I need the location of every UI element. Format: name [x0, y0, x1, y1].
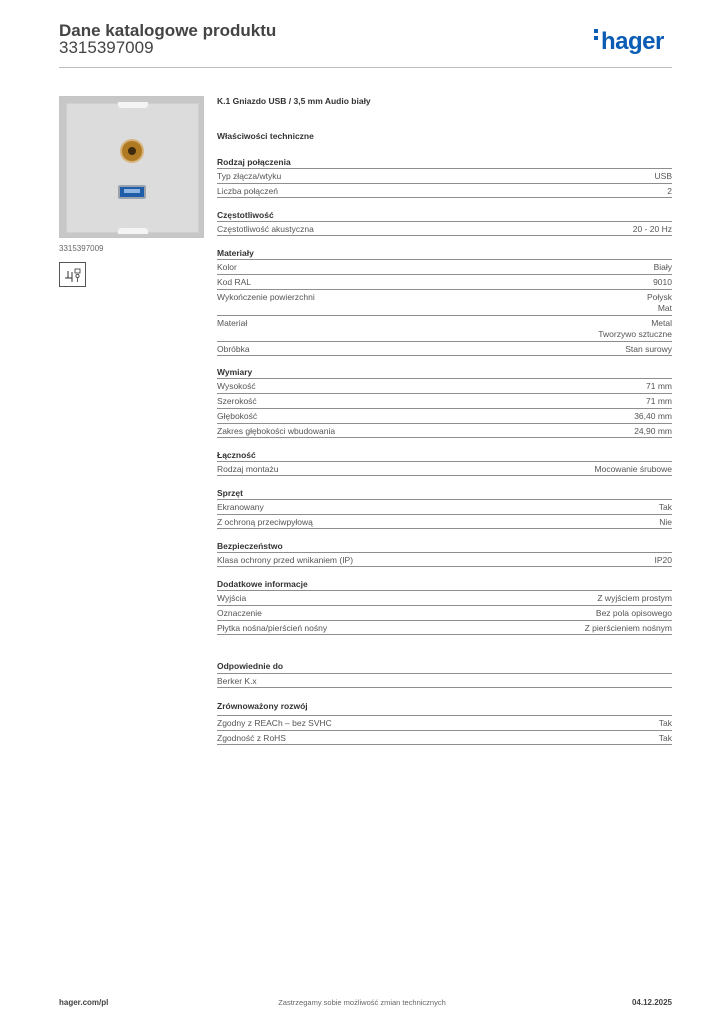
spec-row — [217, 221, 672, 236]
spec-value: 71 mm — [646, 381, 672, 391]
spec-value: 24,90 mm — [634, 426, 672, 436]
spec-value: Tak — [658, 718, 672, 728]
section-title: Zrównoważony rozwój — [217, 701, 308, 711]
spec-row — [217, 274, 672, 289]
photo-caption: 3315397009 — [59, 244, 104, 253]
product-code: 3315397009 — [59, 38, 154, 57]
spec-value: Bez pola opisowego — [595, 608, 672, 618]
spec-row — [217, 315, 672, 341]
spec-value: Tak — [658, 733, 672, 743]
spec-row — [217, 499, 672, 514]
section-title: Materiały — [217, 248, 254, 258]
spec-value: Z pierścieniem nośnym — [584, 623, 672, 633]
spec-label: Zakres głębokości wbudowania — [217, 426, 336, 436]
spec-label: Zgodny z REACh – bez SVHC — [217, 718, 332, 728]
spec-row — [217, 289, 672, 315]
usb-port-icon — [118, 185, 146, 199]
spec-label: Płytka nośna/pierścień nośny — [217, 623, 328, 633]
spec-value: Stan surowy — [625, 344, 672, 354]
spec-value: Tak — [658, 502, 672, 512]
spec-value: USB — [654, 171, 672, 181]
spec-row — [217, 605, 672, 620]
spec-row — [217, 423, 672, 438]
spec-row — [217, 393, 672, 408]
spec-value: Mocowanie śrubowe — [594, 464, 672, 474]
plate-notch-bottom — [118, 228, 148, 234]
spec-row — [217, 514, 672, 529]
spec-row — [217, 461, 672, 476]
section-title: Wymiary — [217, 367, 253, 377]
hager-logo — [594, 28, 664, 56]
footer-date: 04.12.2025 — [631, 998, 672, 1007]
spec-value-secondary: Mat — [657, 303, 672, 313]
spec-label: Głębokość — [217, 411, 258, 421]
spec-label: Z ochroną przeciwpyłową — [217, 517, 313, 527]
spec-value: IP20 — [654, 555, 672, 565]
spec-row — [217, 341, 672, 356]
spec-value: 71 mm — [646, 396, 672, 406]
page-title: Dane katalogowe produktu — [59, 21, 277, 40]
spec-label: Liczba połączeń — [217, 186, 278, 196]
spec-row — [217, 552, 672, 567]
product-image — [59, 96, 204, 238]
spec-row — [217, 730, 672, 745]
spec-row — [217, 590, 672, 605]
logo-dots-icon — [594, 29, 599, 43]
spec-row — [217, 168, 672, 183]
spec-label: Typ złącza/wtyku — [217, 171, 282, 181]
plate-notch-top — [118, 102, 148, 108]
spec-value: 20 - 20 Hz — [632, 224, 672, 234]
spec-label: Materiał — [217, 318, 248, 328]
spec-value-secondary: Tworzywo sztuczne — [598, 329, 672, 339]
section-title: Częstotliwość — [217, 210, 274, 220]
spec-row — [217, 183, 672, 198]
logo-text: hager — [601, 28, 664, 55]
spec-value: Z wyjściem prostym — [597, 593, 672, 603]
spec-label: Wykończenie powierzchni — [217, 292, 315, 302]
spec-row — [217, 715, 672, 730]
footer-disclaimer: Zastrzegamy sobie możliwość zmian technicznych — [278, 998, 446, 1007]
spec-label: Obróbka — [217, 344, 250, 354]
section-title: Rodzaj połączenia — [217, 157, 291, 167]
wiring-symbol-icon — [59, 262, 86, 287]
header-divider — [59, 67, 672, 68]
spec-label: Kod RAL — [217, 277, 252, 287]
spec-label: Zgodność z RoHS — [217, 733, 286, 743]
spec-value: 9010 — [653, 277, 672, 287]
spec-label: Rodzaj montażu — [217, 464, 279, 474]
spec-row — [217, 408, 672, 423]
spec-value: Metal — [651, 318, 672, 328]
spec-label: Wysokość — [217, 381, 256, 391]
spec-label: Oznaczenie — [217, 608, 262, 618]
product-name: K.1 Gniazdo USB / 3,5 mm Audio biały — [217, 96, 371, 106]
socket-plate — [66, 103, 199, 233]
spec-label: Berker K.x — [217, 676, 257, 686]
technical-properties-heading: Właściwości techniczne — [217, 131, 314, 141]
spec-label: Szerokość — [217, 396, 257, 406]
spec-row — [217, 620, 672, 635]
spec-label: Wyjścia — [217, 593, 247, 603]
spec-label: Ekranowany — [217, 502, 264, 512]
section-title: Bezpieczeństwo — [217, 541, 283, 551]
section-title: Łączność — [217, 450, 256, 460]
spec-row — [217, 259, 672, 274]
spec-value: Połysk — [646, 292, 672, 302]
audio-jack-icon — [122, 141, 142, 161]
spec-value: Biały — [653, 262, 672, 272]
spec-row — [217, 378, 672, 393]
spec-label: Klasa ochrony przed wnikaniem (IP) — [217, 555, 354, 565]
spec-value: 2 — [667, 186, 672, 196]
spec-value: 36,40 mm — [634, 411, 672, 421]
footer-website-link[interactable]: hager.com/pl — [59, 998, 109, 1007]
spec-label: Częstotliwość akustyczna — [217, 224, 314, 234]
spec-label: Kolor — [217, 262, 237, 272]
spec-value: Nie — [659, 517, 672, 527]
spec-row — [217, 673, 672, 688]
section-title: Dodatkowe informacje — [217, 579, 308, 589]
section-title: Sprzęt — [217, 488, 243, 498]
section-title: Odpowiednie do — [217, 661, 284, 671]
